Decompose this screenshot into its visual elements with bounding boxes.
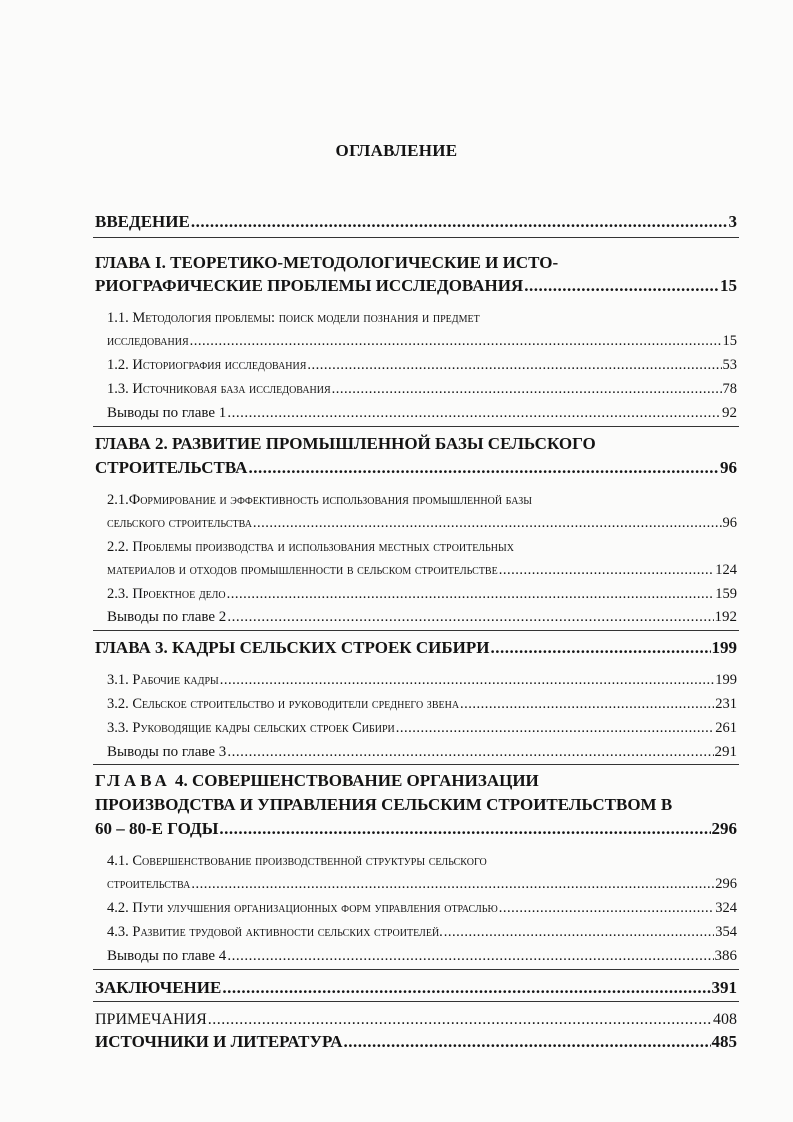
entry-label: 3.2. Сельское строительство и руководители среднего звена [107, 696, 460, 712]
leader-dots [490, 638, 710, 658]
section-2-1-line1: 2.1.Формирование и эффективность использования промышленной базы [107, 492, 532, 508]
entry-label: Выводы по главе 4 [107, 948, 227, 964]
entry-page: 199 [711, 638, 737, 657]
toc-entry-section-3-2 [95, 694, 737, 714]
entry-page: 3 [728, 212, 737, 231]
toc-entry-sources [95, 1032, 737, 1052]
entry-page: 124 [715, 562, 737, 578]
leader-dots [444, 922, 714, 942]
leader-dots [227, 946, 713, 966]
leader-dots [190, 331, 722, 351]
entry-page: 296 [711, 819, 737, 838]
entry-label: Выводы по главе 1 [107, 405, 227, 421]
leader-dots [499, 560, 715, 580]
entry-page: 96 [722, 515, 737, 531]
leader-dots [222, 978, 710, 998]
entry-page: 15 [720, 276, 737, 295]
toc-entry-chapter-1 [95, 276, 737, 296]
toc-entry-section-4-1 [95, 874, 737, 894]
chapter-4-title-line2: ПРОИЗВОДСТВА И УПРАВЛЕНИЯ СЕЛЬСКИМ СТРОИТЕЛЬСТВОМ В [95, 795, 673, 814]
toc-entry-section-1-3 [95, 379, 737, 399]
chapter-4-title-line1 [95, 771, 539, 791]
leader-dots [524, 276, 719, 296]
toc-entry-conclusion [95, 978, 737, 998]
leader-dots [227, 584, 715, 604]
leader-dots [248, 458, 719, 478]
divider [93, 764, 739, 765]
entry-page: 408 [713, 1011, 737, 1028]
leader-dots [307, 355, 721, 375]
entry-label: 1.3. Источниковая база исследования [107, 381, 331, 397]
toc-entry-notes [95, 1010, 737, 1030]
leader-dots [332, 379, 722, 399]
divider [93, 969, 739, 970]
leader-dots [219, 819, 710, 839]
leader-dots [460, 694, 714, 714]
chapter-2-title-line1: ГЛАВА 2. РАЗВИТИЕ ПРОМЫШЛЕННОЙ БАЗЫ СЕЛЬСКОГО [95, 434, 596, 453]
entry-page: 15 [722, 333, 737, 349]
leader-dots [396, 718, 714, 738]
entry-label: 2.3. Проектное дело [107, 586, 226, 602]
entry-page: 159 [715, 586, 737, 602]
entry-label: 1.2. Историография исследования [107, 357, 307, 373]
leader-dots [227, 742, 713, 762]
page-title: ОГЛАВЛЕНИЕ [335, 141, 458, 160]
entry-label: СТРОИТЕЛЬСТВА [95, 458, 248, 477]
toc-entry-section-3-1 [95, 670, 737, 690]
entry-page: 199 [715, 672, 737, 688]
entry-label: 4.3. Развитие трудовой активности сельских строителей. [107, 924, 443, 940]
entry-label: Выводы по главе 3 [107, 744, 227, 760]
leader-dots [227, 403, 721, 423]
entry-label: строительства [107, 876, 191, 892]
entry-page: 53 [722, 357, 737, 373]
divider [93, 426, 739, 427]
toc-entry-chapter-3 [95, 638, 737, 658]
entry-page: 296 [715, 876, 737, 892]
toc-entry-section-2-3 [95, 584, 737, 604]
section-1-1-line1: 1.1. Методология проблемы: поиск модели познания и предмет [107, 310, 480, 326]
leader-dots [343, 1032, 710, 1052]
chapter-4-word: ГЛАВА [95, 771, 171, 790]
entry-page: 192 [714, 609, 737, 625]
entry-label: 4.2. Пути улучшения организационных форм управления отраслью [107, 900, 498, 916]
section-4-1-line1: 4.1. Совершенствование производственной структуры сельского [107, 853, 487, 869]
toc-entry-section-2-1 [95, 513, 737, 533]
leader-dots [499, 898, 714, 918]
entry-label: Выводы по главе 2 [107, 609, 227, 625]
entry-page: 261 [715, 720, 737, 736]
toc-entry-section-4-2 [95, 898, 737, 918]
entry-label: 3.1. Рабочие кадры [107, 672, 219, 688]
leader-dots [191, 212, 728, 232]
entry-label: РИОГРАФИЧЕСКИЕ ПРОБЛЕМЫ ИССЛЕДОВАНИЯ [95, 276, 524, 295]
divider [93, 237, 739, 238]
entry-page: 354 [715, 924, 737, 940]
entry-label: материалов и отходов промышленности в сельском строительстве [107, 562, 498, 578]
entry-page: 291 [714, 744, 737, 760]
toc-entry-section-4-3 [95, 922, 737, 942]
chapter-4-title-part: 4. СОВЕРШЕНСТВОВАНИЕ ОРГАНИЗАЦИИ [175, 771, 539, 790]
toc-entry-conclusions-1 [95, 403, 737, 423]
entry-page: 96 [720, 458, 737, 477]
toc-entry-conclusions-4 [95, 946, 737, 966]
toc-entry-section-1-1 [95, 331, 737, 351]
entry-page: 386 [714, 948, 737, 964]
leader-dots [227, 607, 713, 627]
entry-page: 391 [711, 978, 737, 997]
leader-dots [253, 513, 722, 533]
entry-page: 92 [722, 405, 737, 421]
entry-label: 3.3. Руководящие кадры сельских строек Сибири [107, 720, 395, 736]
entry-label: 60 – 80-Е ГОДЫ [95, 819, 219, 838]
entry-label: ПРИМЕЧАНИЯ [95, 1011, 207, 1028]
entry-page: 485 [711, 1032, 737, 1051]
entry-label: исследования [107, 333, 189, 349]
entry-label: ИСТОЧНИКИ И ЛИТЕРАТУРА [95, 1032, 343, 1051]
leader-dots [208, 1010, 712, 1030]
toc-entry-conclusions-2 [95, 607, 737, 627]
entry-label: ГЛАВА 3. КАДРЫ СЕЛЬСКИХ СТРОЕК СИБИРИ [95, 638, 490, 657]
entry-label: сельского строительства [107, 515, 252, 531]
divider [93, 1001, 739, 1002]
divider [93, 630, 739, 631]
section-2-2-line1: 2.2. Проблемы производства и использования местных строительных [107, 539, 514, 555]
entry-label: ЗАКЛЮЧЕНИЕ [95, 978, 222, 997]
entry-label: ВВЕДЕНИЕ [95, 212, 190, 231]
toc-entry-intro [95, 212, 737, 232]
toc-entry-chapter-2 [95, 458, 737, 478]
toc-entry-conclusions-3 [95, 742, 737, 762]
toc-entry-section-2-2 [95, 560, 737, 580]
entry-page: 78 [722, 381, 737, 397]
leader-dots [220, 670, 714, 690]
toc-entry-section-1-2 [95, 355, 737, 375]
leader-dots [191, 874, 714, 894]
entry-page: 324 [715, 900, 737, 916]
entry-page: 231 [715, 696, 737, 712]
toc-entry-chapter-4 [95, 819, 737, 839]
toc-entry-section-3-3 [95, 718, 737, 738]
chapter-1-title-line1: ГЛАВА I. ТЕОРЕТИКО-МЕТОДОЛОГИЧЕСКИЕ И ИСТО- [95, 253, 559, 272]
